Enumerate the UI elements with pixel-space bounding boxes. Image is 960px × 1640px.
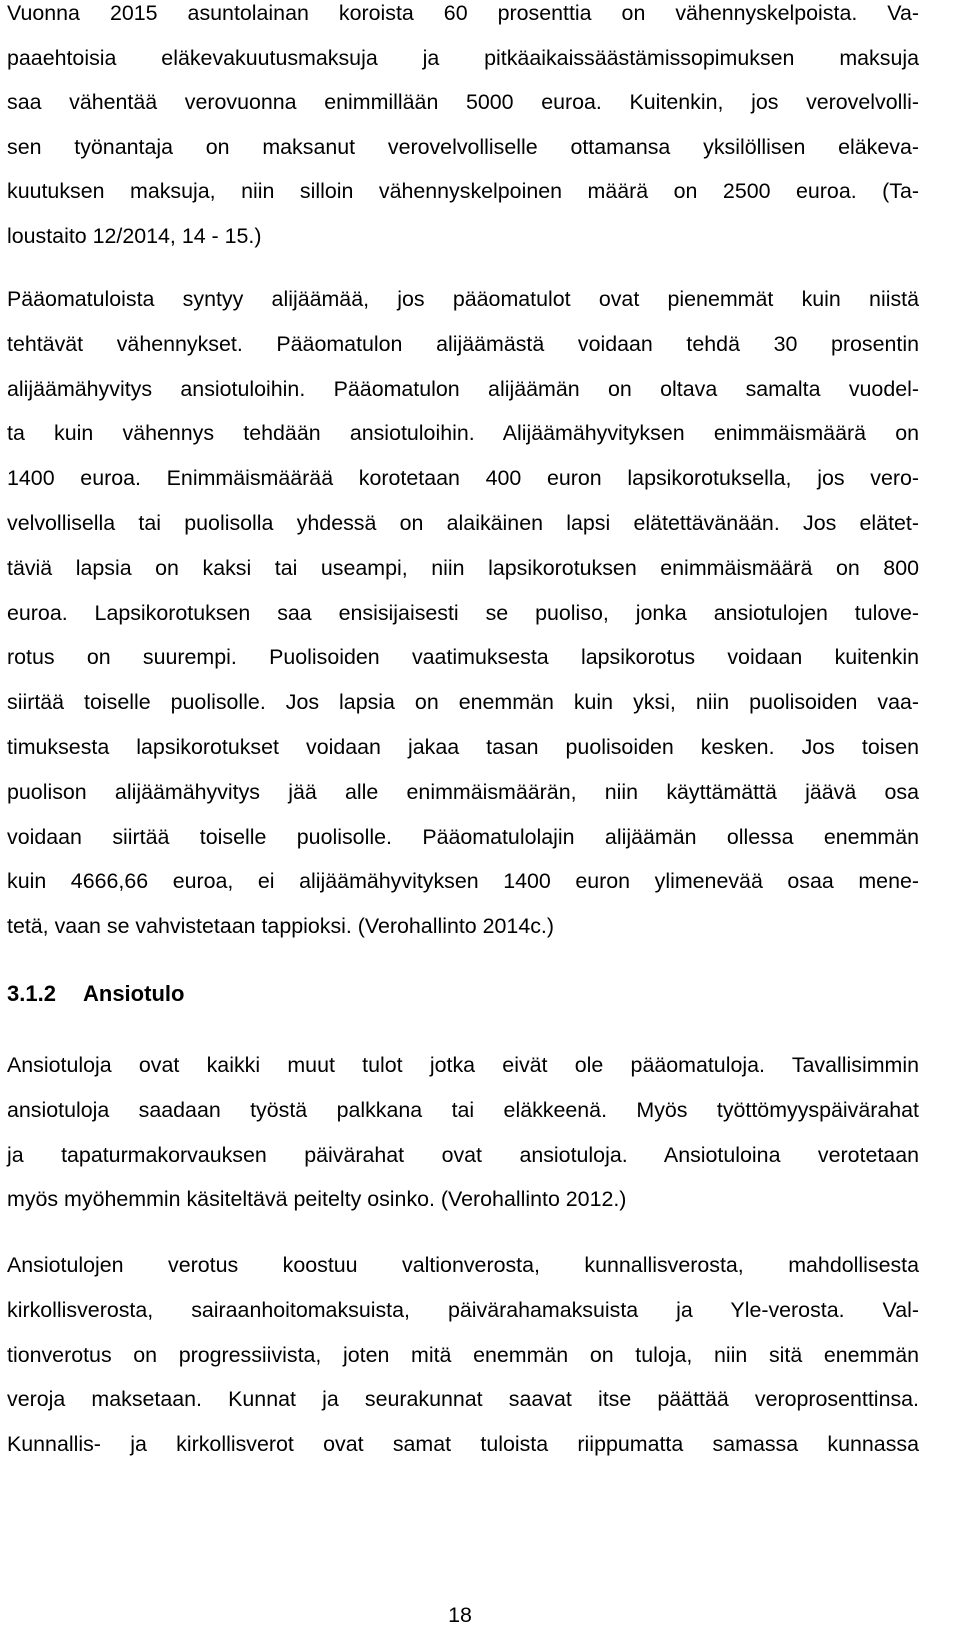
text-line: Vuonna 2015 asuntolainan koroista 60 prosenttia on vähennyskelpoista. Va-	[7, 1, 919, 25]
text-line: Pääomatuloista syntyy alijäämää, jos pääomatulot ovat pienemmät kuin niistä	[7, 287, 919, 311]
page-number: 18	[448, 1603, 472, 1627]
text-line: Ansiotuloja ovat kaikki muut tulot jotka eivät ole pääomatuloja. Tavallisimmin	[7, 1053, 919, 1077]
text-line: puolison alijäämähyvitys jää alle enimmäismäärän, niin käyttämättä jäävä osa	[7, 779, 919, 804]
text-line: myös myöhemmin käsiteltävä peitelty osinko. (Verohallinto 2012.)	[7, 1187, 627, 1212]
text-line: alijäämähyvitys ansiotuloihin. Pääomatulon alijäämän on oltava samalta vuodel-	[7, 376, 919, 401]
section-heading	[7, 974, 184, 1014]
text-line: ta kuin vähennys tehdään ansiotuloihin. Alijäämähyvityksen enimmäismäärä on	[7, 421, 919, 446]
text-line: veroja maksetaan. Kunnat ja seurakunnat saavat itse päättää veroprosenttinsa.	[7, 1387, 919, 1412]
text-line: 1400 euroa. Enimmäismäärää korotetaan 400 euron lapsikorotuksella, jos vero-	[7, 466, 919, 491]
text-line: siirtää toiselle puolisolle. Jos lapsia on enemmän kuin yksi, niin puolisoiden vaa-	[7, 690, 919, 715]
paragraph-mortgage-deductions	[7, 0, 919, 259]
text-line: kuin 4666,66 euroa, ei alijäämähyvityksen 1400 euron ylimenevää osaa mene-	[7, 869, 919, 894]
text-line: kuutuksen maksuja, niin silloin vähennyskelpoinen määrä on 2500 euroa. (Ta-	[7, 179, 919, 204]
text-line: Kunnallis- ja kirkollisverot ovat samat tuloista riippumatta samassa kunnassa	[7, 1432, 919, 1457]
text-line: euroa. Lapsikorotuksen saa ensisijaisesti se puoliso, jonka ansiotulojen tulove-	[7, 600, 919, 625]
text-line: voidaan siirtää toiselle puolisolle. Pääomatulolajin alijäämän ollessa enemmän	[7, 824, 919, 849]
text-line: täviä lapsia on kaksi tai useampi, niin lapsikorotuksen enimmäismäärä on 800	[7, 555, 919, 580]
paragraph-earned-income-definition	[7, 1043, 919, 1222]
paragraph-capital-income-deficit	[7, 277, 919, 949]
text-line: rotus on suurempi. Puolisoiden vaatimuksesta lapsikorotus voidaan kuitenkin	[7, 645, 919, 670]
text-line: kirkollisverosta, sairaanhoitomaksuista, päivärahamaksuista ja Yle-verosta. Val-	[7, 1297, 919, 1322]
section-title: Ansiotulo	[83, 981, 185, 1006]
text-line: tehtävät vähennykset. Pääomatulon alijäämästä voidaan tehdä 30 prosentin	[7, 331, 919, 356]
text-line: loustaito 12/2014, 14 - 15.)	[7, 223, 262, 248]
text-line: ansiotuloja saadaan työstä palkkana tai eläkkeenä. Myös työttömyyspäivärahat	[7, 1097, 919, 1122]
section-number: 3.1.2	[7, 981, 56, 1006]
text-line: saa vähentää verovuonna enimmillään 5000 euroa. Kuitenkin, jos verovelvolli-	[7, 90, 919, 115]
text-line: Ansiotulojen verotus koostuu valtionverosta, kunnallisverosta, mahdollisesta	[7, 1253, 919, 1277]
text-line: timuksesta lapsikorotukset voidaan jakaa tasan puolisoiden kesken. Jos toisen	[7, 734, 919, 759]
text-line: ja tapaturmakorvauksen päivärahat ovat ansiotuloja. Ansiotuloina verotetaan	[7, 1142, 919, 1167]
text-line: paaehtoisia eläkevakuutusmaksuja ja pitkäaikaissäästämissopimuksen maksuja	[7, 45, 919, 70]
text-line: tetä, vaan se vahvistetaan tappioksi. (Verohallinto 2014c.)	[7, 914, 554, 939]
text-line: sen työnantaja on maksanut verovelvolliselle ottamansa yksilöllisen eläkeva-	[7, 134, 919, 159]
text-line: tionverotus on progressiivista, joten mitä enemmän on tuloja, niin sitä enemmän	[7, 1342, 919, 1367]
paragraph-earned-income-taxation	[7, 1243, 919, 1467]
text-line: velvollisella tai puolisolla yhdessä on alaikäinen lapsi elätettävänään. Jos elätet-	[7, 510, 919, 535]
